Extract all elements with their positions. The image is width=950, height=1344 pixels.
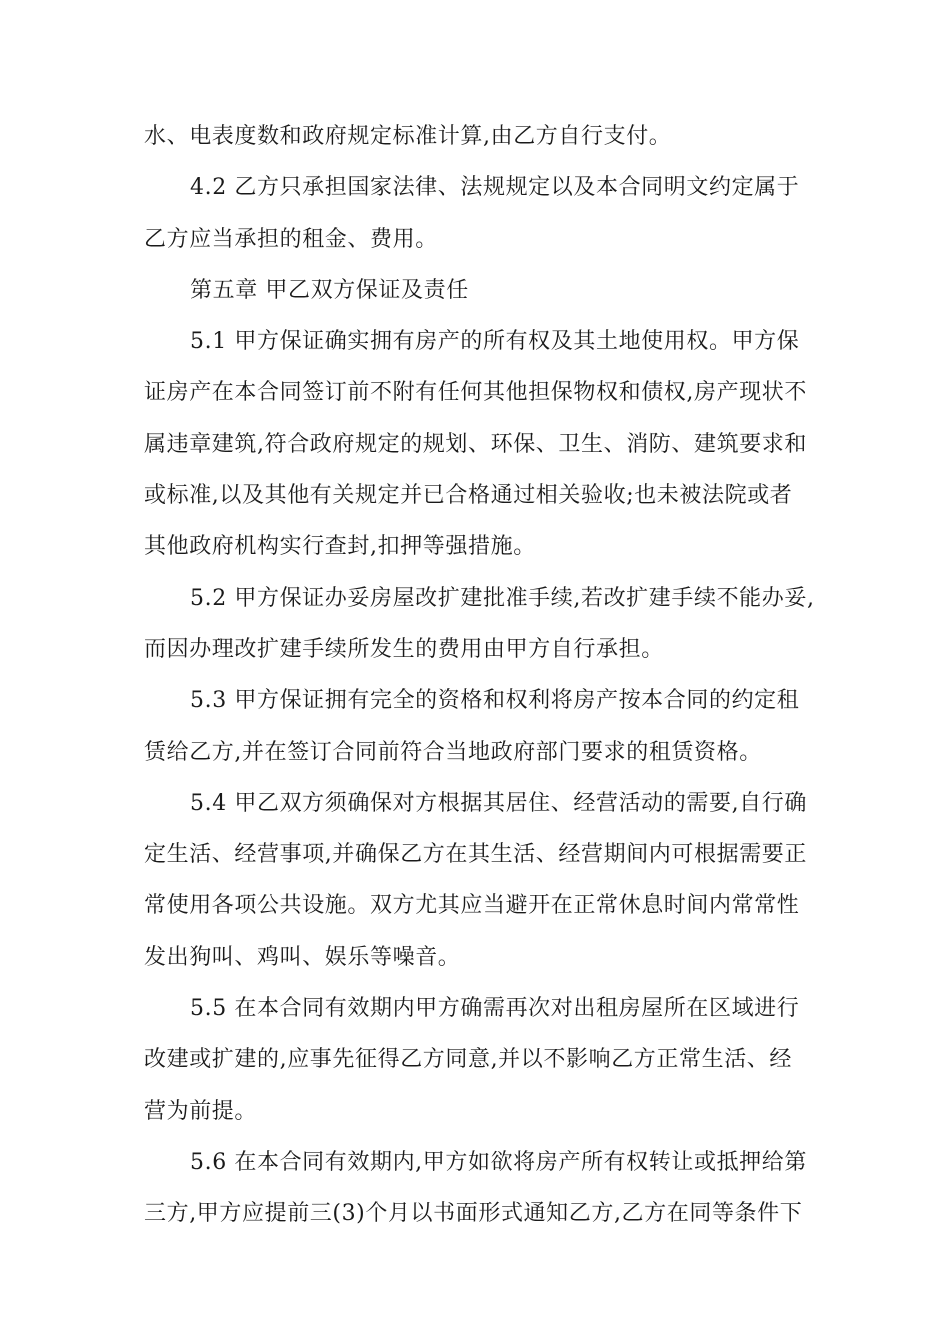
- clause-5-1-line-1: 5.1 甲方保证确实拥有房产的所有权及其土地使用权。甲方保: [190, 329, 800, 355]
- text-line: 证房产在本合同签订前不附有任何其他担保物权和债权,房产现状不: [144, 380, 807, 406]
- text-line: 属违章建筑,符合政府规定的规划、环保、卫生、消防、建筑要求和: [144, 431, 807, 457]
- clause-5-5-line-1: 5.5 在本合同有效期内甲方确需再次对出租房屋所在区域进行: [190, 996, 800, 1022]
- text-line: 营为前提。: [144, 1098, 258, 1124]
- text-line: 而因办理改扩建手续所发生的费用由甲方自行承担。: [144, 636, 664, 662]
- text-line: 乙方应当承担的租金、费用。: [144, 226, 438, 252]
- chapter-5-heading: 第五章 甲乙双方保证及责任: [190, 277, 469, 303]
- clause-5-6-line-1: 5.6 在本合同有效期内,甲方如欲将房产所有权转让或抵押给第: [190, 1149, 807, 1175]
- text-line: 三方,甲方应提前三(3)个月以书面形式通知乙方,乙方在同等条件下: [144, 1201, 803, 1227]
- text-line: 或标准,以及其他有关规定并已合格通过相关验收;也未被法院或者: [144, 483, 793, 509]
- text-line: 水、电表度数和政府规定标准计算,由乙方自行支付。: [144, 124, 672, 149]
- clause-5-2-line-1: 5.2 甲方保证办妥房屋改扩建批准手续,若改扩建手续不能办妥,: [190, 585, 815, 611]
- text-line: 赁给乙方,并在签订合同前符合当地政府部门要求的租赁资格。: [144, 739, 762, 765]
- clause-4-2-line-1: 4.2 乙方只承担国家法律、法规规定以及本合同明文约定属于: [190, 175, 800, 201]
- clause-5-4-line-1: 5.4 甲乙双方须确保对方根据其居住、经营活动的需要,自行确: [190, 790, 807, 816]
- text-line: 其他政府机构实行查封,扣押等强措施。: [144, 534, 536, 560]
- contract-text-body: [144, 111, 814, 1240]
- text-line: 发出狗叫、鸡叫、娱乐等噪音。: [144, 944, 461, 970]
- text-line: 改建或扩建的,应事先征得乙方同意,并以不影响乙方正常生活、经: [144, 1047, 792, 1073]
- text-line: 定生活、经营事项,并确保乙方在其生活、经营期间内可根据需要正: [144, 842, 807, 868]
- text-line: 常使用各项公共设施。双方尤其应当避开在正常休息时间内常常性: [144, 893, 800, 919]
- clause-5-3-line-1: 5.3 甲方保证拥有完全的资格和权利将房产按本合同的约定租: [190, 688, 800, 714]
